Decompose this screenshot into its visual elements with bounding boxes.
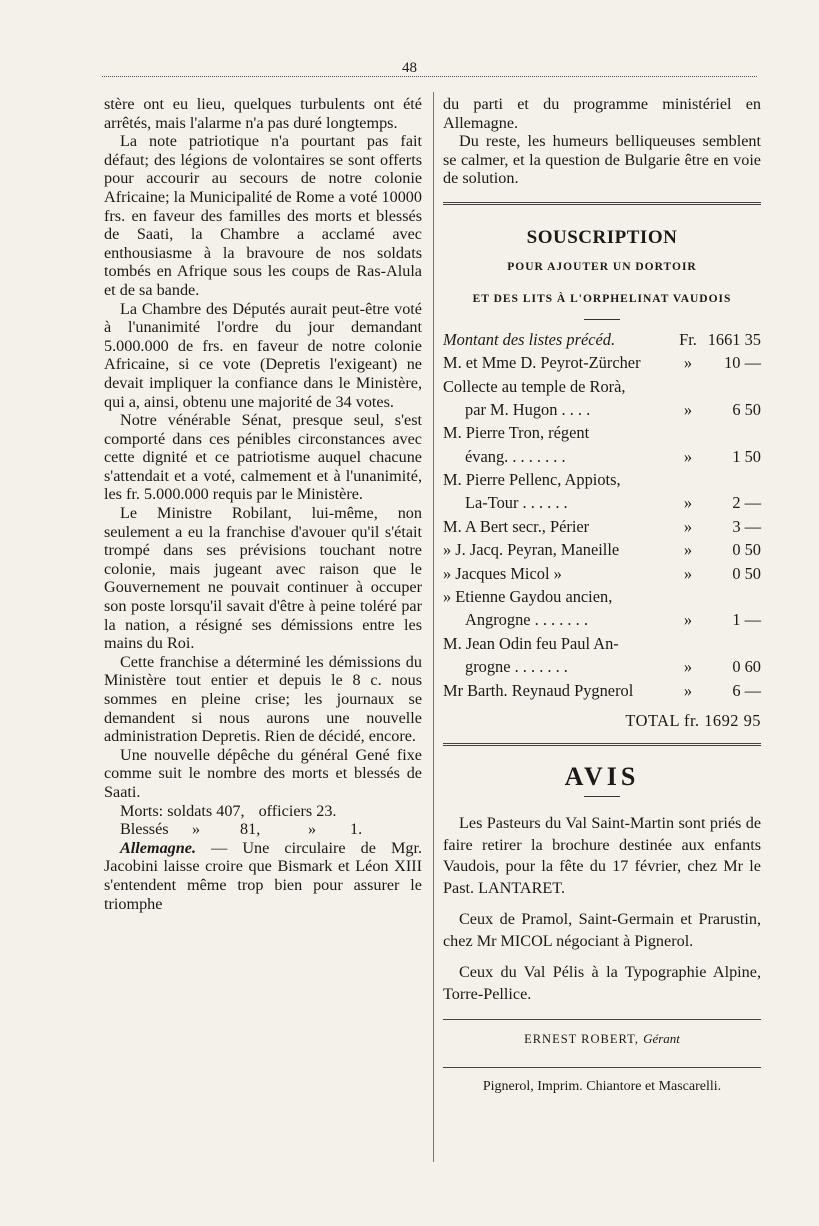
section-rule [443,1019,761,1020]
section-rule [443,202,761,205]
ledger-row [443,515,761,538]
ledger-row [443,538,761,561]
ledger-description: Montant des listes précéd. [443,329,616,349]
ledger-amount: 2 — [732,493,761,513]
ledger-row [443,679,761,702]
avis-text [443,813,761,1005]
casualty-line-dead [104,802,422,821]
section-rule [443,743,761,746]
avis-title: AVIS [564,761,640,791]
casualty-label: Blessés [120,820,169,839]
ledger-marker: Fr. [679,329,697,349]
ledger-row [443,328,761,351]
paragraph: Du reste, les humeurs belliqueuses semblent se calmer, et la question de Bulgarie être en voie de solution. [443,132,761,188]
ledger-marker: » [683,563,693,583]
ledger-marker: » [683,353,693,373]
paragraph-allemagne [104,839,422,913]
short-rule [584,319,620,320]
souscription-subtitle: POUR AJOUTER UN DORTOIR [507,260,697,273]
ledger-description: » J. Jacq. Peyran, Maneille [443,540,620,560]
ledger-row [443,375,761,398]
ledger-marker: » [683,680,693,700]
souscription-subtitle: ET DES LITS À L'ORPHELINAT VAUDOIS [472,293,732,306]
avis-paragraph: Les Pasteurs du Val Saint-Martin sont priés de faire retirer la brochure destinée aux enfants Vaudois, pour la fête du 17 février, chez Mr le Past. LANTARET. [443,814,761,897]
ditto-mark: » [308,820,317,839]
section-rule [443,1067,761,1068]
ledger-description: La-Tour . . . . . . [465,493,568,513]
ledger-row [443,585,761,608]
ledger-amount: 1 — [732,610,761,630]
ledger-description: M. Jean Odin feu Paul An- [443,633,619,653]
paragraph: Cette franchise a déterminé les démissions du Ministère tout entier et depuis le 8 c. nous sommes en pleine crise; les journaux se demandent si nous aurons une nouvelle administration Depretis. Rien de décidé, encore. [104,652,422,746]
ledger-total: TOTAL fr. 1692 95 [625,711,761,730]
ledger-description: Angrogne . . . . . . . [465,610,588,630]
ledger-amount: 1 50 [732,446,761,466]
casualty-value: 1. [350,820,363,839]
ledger-amount: 0 50 [732,540,761,560]
ledger-marker: » [683,540,693,560]
ledger-row [443,655,761,678]
ledger-description: » Jacques Micol » [443,563,562,583]
ledger-description: par M. Hugon . . . . [465,399,591,419]
ledger-description: M. Pierre Pellenc, Appiots, [443,470,621,490]
paragraph: Une nouvelle dépêche du général Gené fixe comme suit le nombre des morts et blessés de Saati. [104,745,422,801]
ledger-row [443,445,761,468]
avis-paragraph: Ceux du Val Pélis à la Typographie Alpine, Torre-Pellice. [443,963,761,1003]
paragraph: Notre vénérable Sénat, presque seul, s'est comporté dans ces pénibles circonstances avec cette dignité et ce patriotisme auquel chacune s'attendait et a voté, calmement et à l'unanimité, les fr. 5.000.000 requis par le Ministère. [104,411,422,504]
ledger-description: » Etienne Gaydou ancien, [443,587,613,607]
ledger-amount: 6 50 [732,399,761,419]
casualty-line-wounded [104,820,422,839]
page-number: 48 [402,60,417,76]
right-column [443,95,761,1096]
ledger-marker: » [683,493,693,513]
ledger-amount: 6 — [732,680,761,700]
ditto-mark: » [192,820,201,839]
paragraph: La Chambre des Députés aurait peut-être voté à l'unanimité l'ordre du jour demandant 5.000.000 de frs. en faveur de notre colonie Africaine, si ce vote (Depretis l'exigeant) ne devait impliquer la confiance dans le Ministère, qui a, ainsi, obtenu une majorité de 34 votes. [104,299,422,411]
header-rule [102,76,757,77]
ledger-amount: 1661 35 [707,329,761,349]
paragraph: La note patriotique n'a pourtant pas fait défaut; des légions de volontaires se sont offerts pour accourir au secours de notre colonie Africaine; la Municipalité de Rome a voté 10000 frs. en faveur des familles des morts et blessés de Saati, la Chambre a acclamé avec enthousiasme à la bravoure de nos soldats tombés en Afrique sous les coups de Ras-Alula et de sa bande. [104,132,422,299]
souscription-title: SOUSCRIPTION [526,226,678,248]
ledger-description: M. Pierre Tron, régent [443,423,590,443]
ledger-marker: » [683,610,693,630]
paragraph: du parti et du programme ministériel en Allemagne. [443,95,761,132]
ledger-row [443,351,761,374]
ledger-row [443,398,761,421]
ledger-description: M. A Bert secr., Périer [443,516,590,536]
ledger-amount: 0 60 [732,657,761,677]
paragraph: Le Ministre Robilant, lui-même, non seulement a eu la franchise d'avouer qu'il s'était trompé dans ses prévisions touchant notre colonie, mais jugeant avec raison que le Gouvernement ne pouvait continuer à occuper son poste lorsqu'il savait d'être à peine toléré par la nation, a résigné ses démissions entre les mains du Roi. [104,504,422,653]
ledger-row [443,468,761,491]
imprint-line: Pignerol, Imprim. Chiantore et Mascarelli. [482,1078,722,1094]
ledger-row [443,608,761,631]
ledger-amount: 3 — [732,516,761,536]
paragraph: stère ont eu lieu, quelques turbulents ont été arrêtés, mais l'alarme n'a pas duré longtemps. [104,95,422,132]
left-column [104,95,422,913]
gerant-role: Gérant [643,1031,680,1047]
casualty-label: Morts: soldats 407, [120,801,245,820]
short-rule [584,796,620,797]
ledger-row [443,562,761,585]
ledger-marker: » [683,446,693,466]
avis-paragraph: Ceux de Pramol, Saint-Germain et Prarustin, chez Mr MICOL négociant à Pignerol. [443,910,761,950]
column-divider [433,92,434,1162]
ledger-description: M. et Mme D. Peyrot-Zürcher [443,353,641,373]
section-text: — Une circulaire de Mgr. Jacobini laisse croire que Bismark et Léon XIII s'entendent même trop bien pour assurer le triomphe [104,838,423,913]
gerant-name: ERNEST ROBERT, [524,1032,639,1047]
gerant-line [443,1030,761,1049]
ledger-description: grogne . . . . . . . [465,657,568,677]
casualty-value: 81, [240,820,261,839]
ledger-amount: 0 50 [732,563,761,583]
casualty-value: officiers 23. [258,801,337,820]
ledger-amount: 10 — [724,353,761,373]
ledger-description: Mr Barth. Reynaud Pygnerol [443,680,634,700]
section-heading: Allemagne. [120,838,196,857]
ledger-row [443,421,761,444]
ledger-row [443,632,761,655]
ledger-marker: » [683,657,693,677]
ledger-description: évang. . . . . . . . [465,446,566,466]
ledger-marker: » [683,516,693,536]
ledger-row [443,491,761,514]
subscription-ledger [443,328,761,702]
ledger-marker: » [683,399,693,419]
ledger-description: Collecte au temple de Rorà, [443,376,626,396]
